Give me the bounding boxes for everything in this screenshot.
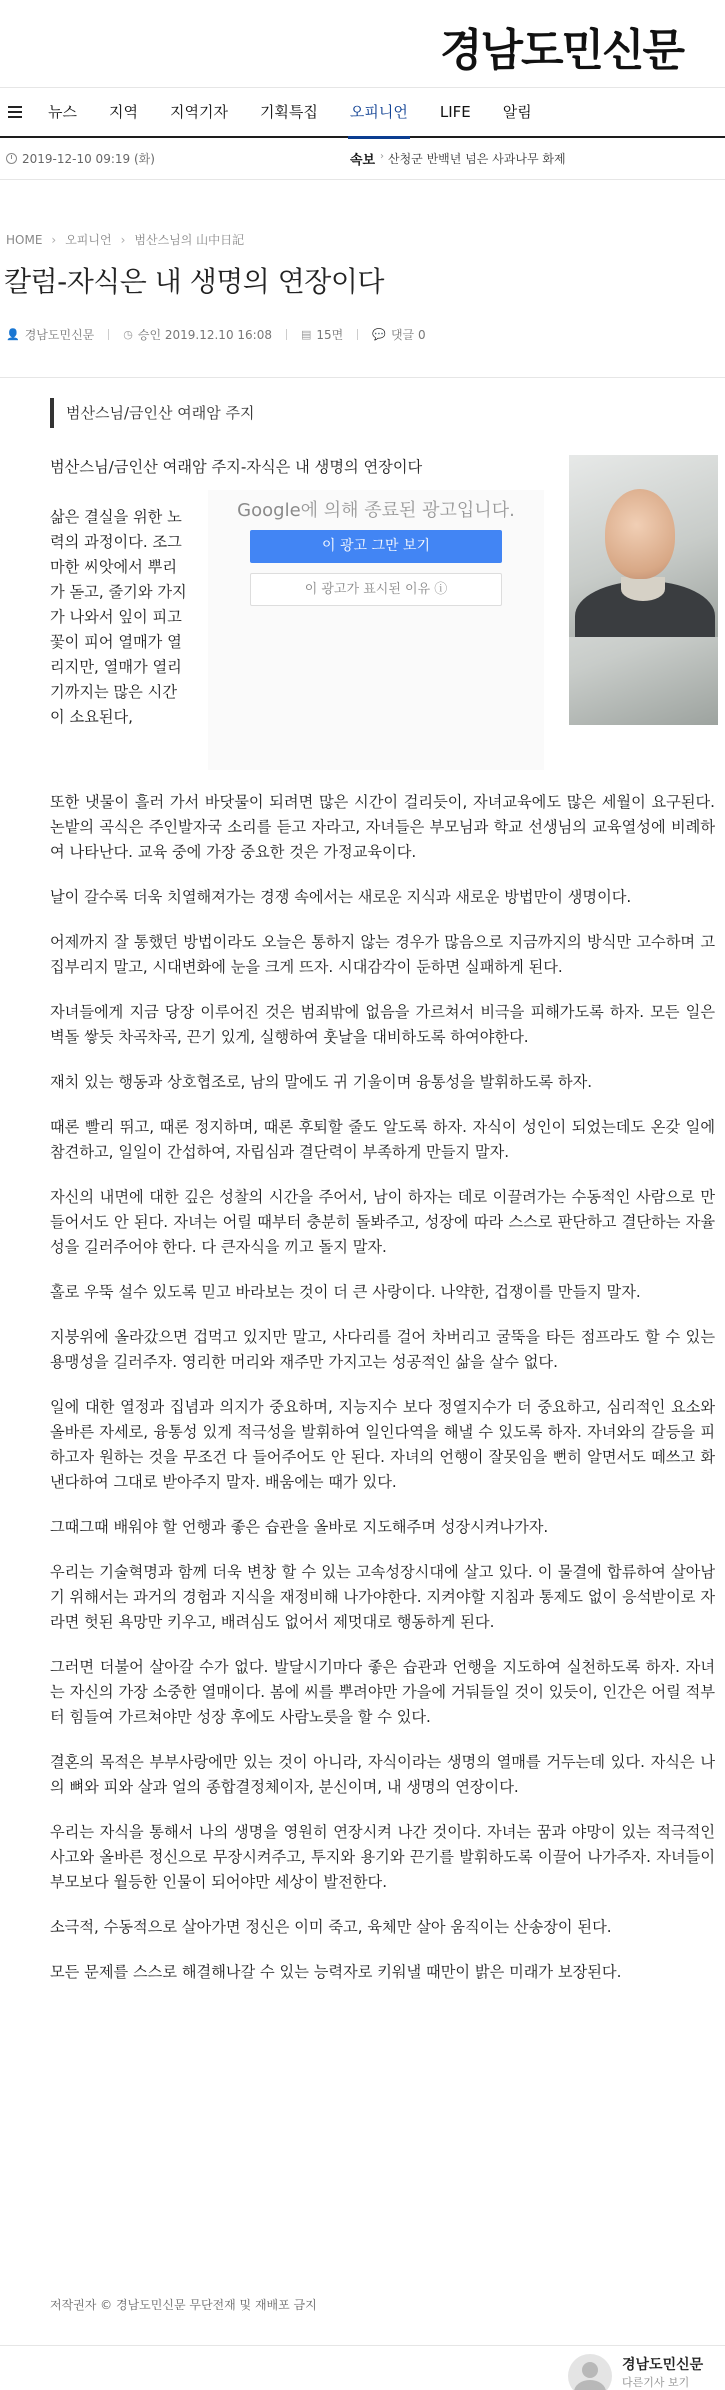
google-wordmark: Google: [237, 500, 301, 521]
article-approved-date: 승인 2019.12.10 16:08: [137, 328, 272, 342]
site-header: [0, 0, 725, 88]
avatar: [568, 2354, 612, 2390]
body-paragraph: 결혼의 목적은 부부사랑에만 있는 것이 아니라, 자식이라는 생명의 열매를 거두는데 있다. 자식은 나의 뼈와 피와 살과 얼의 종합결정체이자, 분신이며, 내 생명의 연장이다.: [50, 1753, 715, 1796]
body-paragraph: 우리는 기술혁명과 함께 더욱 변창 할 수 있는 고속성장시대에 살고 있다. 이 물결에 합류하여 살아남기 위해서는 과거의 경험과 지식을 재정비해 나가야한다. 지켜야할 지침과 통제도 없이 응석받이로 자라면 헛된 욕망만 키우고, 배려심도 없어서 제멋대로 행동하게 된다.: [50, 1563, 715, 1631]
clock-icon: [6, 153, 17, 164]
article-left-column: 삶은 결실을 위한 노력의 과정이다. 조그마한 씨앗에서 뿌리가 돋고, 줄기와 가지가 나와서 잎이 피고 꽃이 피어 열매가 열리지만, 열매가 열리기까지는 많은 시간이 소요된다,: [50, 508, 187, 726]
ad-closed-text: 에 의해 종료된 광고입니다.: [300, 500, 515, 521]
nav-item-local-reporter[interactable]: 지역기자: [169, 103, 228, 121]
meta-divider: [286, 329, 287, 340]
article-meta: [6, 326, 440, 343]
author-footer: [0, 2345, 725, 2390]
body-paragraph: 자신의 내면에 대한 깊은 성찰의 시간을 주어서, 남이 하자는 데로 이끌려가는 수동적인 사람으로 만들어서도 안 된다. 자녀는 어릴 때부터 충분히 돌봐주고, 성장에 따라 스스로 판단하고 결단하는 자율성을 길러주어야 한다. 다 큰자식을 끼고 돌지 말자.: [50, 1188, 715, 1256]
chevron-right-icon: ›: [120, 232, 126, 247]
lead-paragraph: 범산스님/금인산 여래암 주지-자식은 내 생명의 연장이다: [50, 458, 423, 476]
body-paragraph: 일에 대한 열정과 집념과 의지가 중요하며, 지능지수 보다 정열지수가 더 중요하고, 심리적인 요소와 올바른 자세로, 융통성 있게 적극성을 발휘하여 일인다역을 해낼 수 있도록 하자. 자녀와의 갈등을 피하고자 원하는 것을 무조건 다 들어주어도 안 된다. 자녀의 언행이 잘못임을 뻔히 알면서도 떼쓰고 화낸다하여 그대로 받아주지 말자. 배움에는 때가 있다.: [50, 1398, 715, 1491]
body-paragraph: 어제까지 잘 통했던 방법이라도 오늘은 통하지 않는 경우가 많음으로 지금까지의 방식만 고수하며 고집부리지 말고, 시대변화에 눈을 크게 뜨자. 시대감각이 둔하면 실패하게 된다.: [50, 933, 715, 976]
breadcrumb-section[interactable]: 범산스님의 山中日記: [134, 233, 245, 247]
breadcrumb: [6, 231, 244, 248]
article-author: 경남도민신문: [24, 328, 95, 342]
breaking-label: 속보: [350, 153, 376, 168]
stop-seeing-ad-button[interactable]: 이 광고 그만 보기: [250, 530, 502, 563]
comment-icon: 💬: [372, 328, 386, 341]
ad-closed-label: [208, 496, 544, 522]
ticker-headline[interactable]: 산청군 반백년 넘은 사과나무 화제: [388, 152, 566, 166]
why-this-ad-button[interactable]: [250, 573, 502, 606]
site-logo[interactable]: 경남도민신문: [439, 25, 683, 76]
why-this-ad-label: 이 광고가 표시된 이유: [304, 582, 431, 597]
body-paragraph: 홀로 우뚝 설수 있도록 믿고 바라보는 것이 더 큰 사랑이다. 나약한, 겁쟁이를 만들지 말자.: [50, 1283, 641, 1301]
breadcrumb-home[interactable]: HOME: [6, 232, 43, 247]
article-title: 칼럼-자식은 내 생명의 연장이다: [4, 265, 384, 298]
header-divider: [0, 377, 725, 378]
current-datetime: 2019-12-10 09:19 (화): [22, 152, 155, 166]
chevron-right-icon: ›: [51, 232, 57, 247]
body-paragraph: 지붕위에 올라갔으면 겁먹고 있지만 말고, 사다리를 걸어 차버리고 굴뚝을 타든 점프라도 할 수 있는 용맹성을 길러주자. 영리한 머리와 재주만 가지고는 성공적인 삶을 살수 없다.: [50, 1328, 715, 1371]
clock-icon: ◷: [123, 328, 133, 341]
body-paragraph: 재치 있는 행동과 상호협조로, 남의 말에도 귀 기울이며 융통성을 발휘하도록 하자.: [50, 1073, 593, 1091]
more-articles-link[interactable]: 다른기사 보기: [622, 2376, 690, 2389]
body-paragraph: 때론 빨리 뛰고, 때론 정지하며, 때론 후퇴할 줄도 알도록 하자. 자식이 성인이 되었는데도 온갖 일에 참견하고, 일일이 간섭하여, 자립심과 결단력이 부족하게 만들지 말자.: [50, 1118, 715, 1161]
page-icon: ▤: [300, 328, 312, 341]
menu-icon[interactable]: [8, 106, 22, 118]
article-page: 15면: [316, 328, 344, 342]
main-nav: [0, 88, 725, 138]
nav-item-features[interactable]: 기획특집: [259, 103, 318, 121]
body-paragraph: 날이 갈수록 더욱 치열해져가는 경쟁 속에서는 새로운 지식과 새로운 방법만이 생명이다.: [50, 888, 632, 906]
article-subtitle: 범산스님/금인산 여래암 주지: [50, 398, 254, 428]
copyright-notice: 저작권자 © 경남도민신문 무단전재 및 재배포 금지: [50, 2298, 317, 2312]
closed-ad-panel: [208, 490, 544, 770]
meta-divider: [108, 329, 109, 340]
nav-item-opinion[interactable]: 오피니언: [334, 87, 424, 137]
body-paragraph: 그때그때 배워야 할 언행과 좋은 습관을 올바로 지도해주며 성장시켜나가자.: [50, 1518, 549, 1536]
nav-item-region[interactable]: 지역: [108, 103, 138, 121]
body-paragraph: 자녀들에게 지금 당장 이루어진 것은 범죄밖에 없음을 가르쳐서 비극을 피해가도록 하자. 모든 일은 벽돌 쌓듯 차곡차곡, 끈기 있게, 실행하여 훗날을 대비하도록 하여야한다.: [50, 1003, 715, 1046]
body-paragraph: 소극적, 수동적으로 살아가면 정신은 이미 죽고, 육체만 살아 움직이는 산송장이 된다.: [50, 1918, 612, 1936]
meta-divider: [357, 329, 358, 340]
body-paragraph: 우리는 자식을 통해서 나의 생명을 영원히 연장시켜 나간 것이다. 자녀는 꿈과 야망이 있는 적극적인 사고와 올바른 정신으로 무장시켜주고, 투지와 용기와 끈기를 발휘하도록 이끌어 나가주자. 자녀들이 부모보다 월등한 인물이 되어야만 세상이 발전한다.: [50, 1823, 715, 1891]
chevron-right-icon: ›: [380, 151, 384, 162]
body-paragraph: 또한 냇물이 흘러 가서 바닷물이 되려면 많은 시간이 걸리듯이, 자녀교육에도 많은 세월이 요구된다. 논밭의 곡식은 주인발자국 소리를 듣고 자라고, 자녀들은 부모님과 학교 선생님의 교육열성에 비례하여 나타난다. 교육 중에 가장 중요한 것은 가정교육이다.: [50, 793, 715, 861]
body-paragraph: 모든 문제를 스스로 해결해나갈 수 있는 능력자로 키워낼 때만이 밝은 미래가 보장된다.: [50, 1963, 622, 1981]
footer-author-name: 경남도민신문: [622, 2357, 704, 2373]
article-comments[interactable]: 댓글 0: [390, 328, 426, 342]
user-icon: 👤: [6, 328, 20, 341]
article-body: [50, 790, 715, 2005]
nav-item-news[interactable]: 뉴스: [48, 103, 77, 121]
info-icon: ⓘ: [434, 582, 448, 597]
news-ticker: [0, 138, 725, 180]
author-photo: [569, 455, 718, 637]
body-paragraph: 그러면 더불어 살아갈 수가 없다. 발달시기마다 좋은 습관과 언행을 지도하여 실천하도록 하자. 자녀는 자신의 가장 소중한 열매이다. 봄에 씨를 뿌려야만 가을에 거둬들일 것이 있듯이, 인간은 어릴 적부터 힘들여 가르쳐야만 성장 후에도 사람노릇을 할 수 있다.: [50, 1658, 715, 1726]
nav-item-notice[interactable]: 알림: [502, 103, 532, 121]
nav-item-life[interactable]: LIFE: [439, 103, 471, 121]
breadcrumb-opinion[interactable]: 오피니언: [65, 233, 112, 247]
